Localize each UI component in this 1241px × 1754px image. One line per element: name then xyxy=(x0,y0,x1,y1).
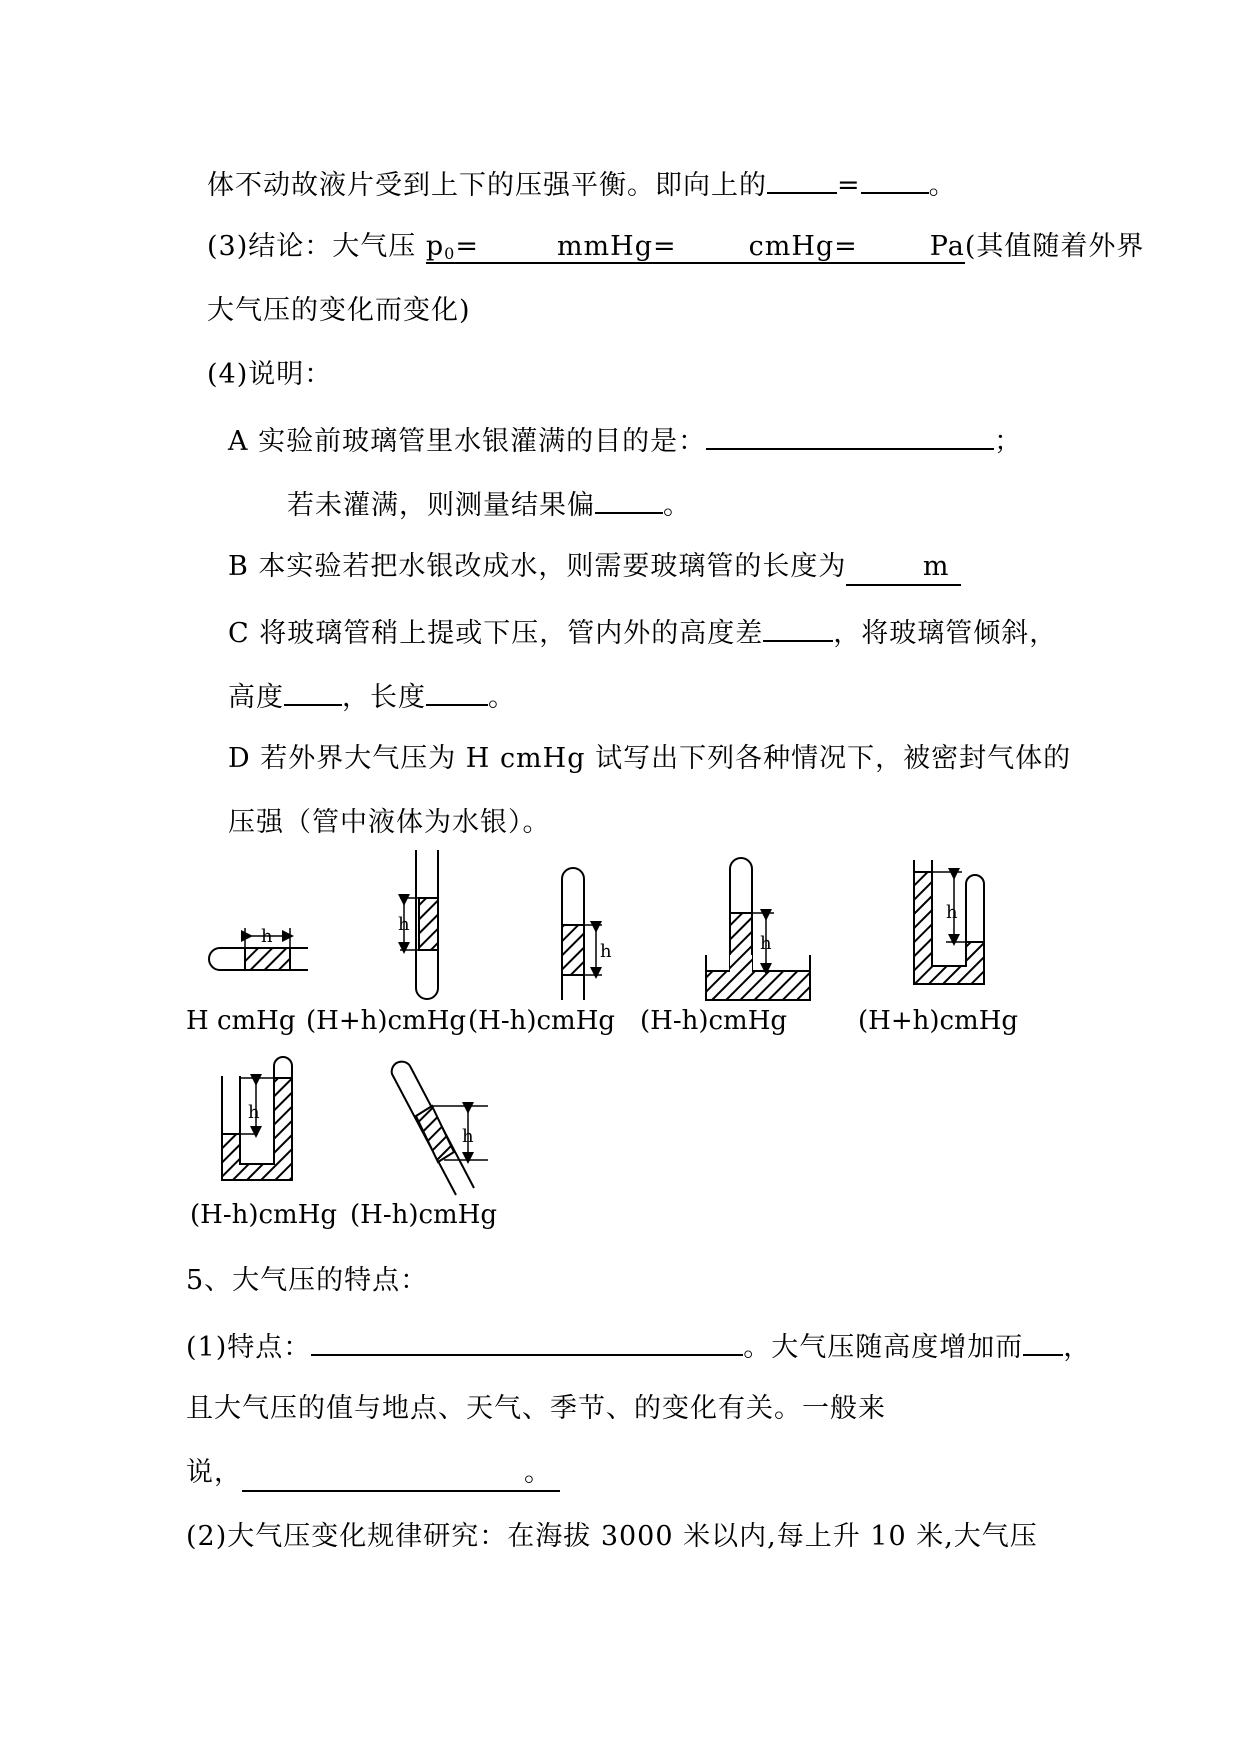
unit-m: m xyxy=(922,551,950,582)
text: ； xyxy=(994,426,1023,457)
answer-blank[interactable] xyxy=(861,166,929,194)
text-line-9 xyxy=(228,678,516,715)
h-label: h xyxy=(462,1126,474,1147)
figure-tube-in-trough xyxy=(700,855,820,1005)
unit-cmhg: cmHg= xyxy=(748,231,858,262)
figure-horizontal-tube xyxy=(200,920,330,980)
text-line-3: 大气压的变化而变化) xyxy=(207,295,471,326)
text-line-4: (4)说明： xyxy=(207,359,333,390)
text-line-7 xyxy=(228,550,961,586)
text: 说， xyxy=(186,1457,242,1488)
caption-fig6: (H-h)cmHg xyxy=(190,1200,338,1230)
figure-vertical-open-top xyxy=(388,850,458,1000)
caption-fig7: (H-h)cmHg xyxy=(350,1200,498,1230)
text: 体不动故液片受到上下的压强平衡。即向上的 xyxy=(207,170,767,201)
figure-vertical-closed-top xyxy=(552,865,632,1005)
h-label: h xyxy=(261,926,273,947)
answer-blank[interactable] xyxy=(846,550,961,586)
text-line-1 xyxy=(207,166,957,203)
text-line-16: (2)大气压变化规律研究：在海拔 3000 米以内,每上升 10 米,大气压 xyxy=(186,1521,1038,1552)
text: ，将玻璃管倾斜， xyxy=(833,618,1058,649)
text: (1)特点： xyxy=(186,1332,312,1363)
answer-blank[interactable] xyxy=(426,678,488,706)
symbol-p: p xyxy=(425,231,445,262)
text: 。 xyxy=(524,1457,552,1488)
answer-blank[interactable] xyxy=(311,1328,743,1356)
text-line-11: 压强（管中液体为水银）。 xyxy=(228,807,551,838)
h-label: h xyxy=(248,1102,260,1123)
caption-fig3: (H-h)cmHg xyxy=(468,1006,616,1036)
figure-u-tube-left-open xyxy=(218,1052,308,1187)
text: = xyxy=(455,231,479,262)
answer-blank[interactable] xyxy=(706,422,994,450)
text: ， xyxy=(1063,1332,1092,1363)
text-line-8 xyxy=(228,614,1057,651)
caption-fig5: (H+h)cmHg xyxy=(858,1006,1019,1036)
text: C 将玻璃管稍上提或下压，管内外的高度差 xyxy=(228,618,764,649)
text: 。 xyxy=(488,682,516,713)
caption-fig4: (H-h)cmHg xyxy=(640,1006,788,1036)
text-line-6 xyxy=(287,486,691,523)
text-line-2 xyxy=(207,230,1144,271)
text-line-15 xyxy=(186,1456,560,1492)
text: (其值随着外界 xyxy=(964,231,1145,262)
text: B 本实验若把水银改成水，则需要玻璃管的长度为 xyxy=(228,551,847,582)
text: (3)结论：大气压 xyxy=(207,231,426,262)
text: A 实验前玻璃管里水银灌满的目的是： xyxy=(228,426,707,457)
answer-blank[interactable] xyxy=(284,678,342,706)
figure-u-tube-right-closed xyxy=(910,860,1000,1000)
text: 。 xyxy=(928,170,957,201)
figure-tilted-tube xyxy=(380,1060,500,1200)
text: 高度 xyxy=(228,682,284,713)
text: 。 xyxy=(663,490,691,521)
caption-fig2: (H+h)cmHg xyxy=(306,1006,467,1036)
text-line-10: D 若外界大气压为 H cmHg 试写出下列各种情况下，被密封气体的 xyxy=(228,743,1072,774)
h-label: h xyxy=(946,902,958,923)
h-label: h xyxy=(398,914,410,935)
text-line-13 xyxy=(186,1328,1091,1365)
unit-mmhg: mmHg= xyxy=(556,231,677,262)
text-line-14: 且大气压的值与地点、天气、季节、的变化有关。一般来 xyxy=(186,1393,886,1424)
answer-blank[interactable] xyxy=(763,614,833,642)
text-line-5 xyxy=(228,422,1022,459)
text: ，长度 xyxy=(342,682,426,713)
text: 若未灌满，则测量结果偏 xyxy=(287,490,595,521)
unit-pa: Pa xyxy=(929,231,965,262)
caption-fig1: H cmHg xyxy=(186,1006,296,1036)
text: 。大气压随高度增加而 xyxy=(743,1332,1024,1363)
answer-blank[interactable] xyxy=(595,486,663,514)
text-line-12: 5、大气压的特点： xyxy=(186,1265,429,1296)
h-label: h xyxy=(600,941,612,962)
subscript: 0 xyxy=(444,244,456,263)
answer-blank[interactable] xyxy=(1023,1328,1063,1356)
answer-blank[interactable] xyxy=(242,1456,560,1492)
text: = xyxy=(837,170,861,201)
answer-blank[interactable] xyxy=(767,166,837,194)
h-label: h xyxy=(760,933,772,954)
conclusion-formula[interactable] xyxy=(426,231,965,264)
